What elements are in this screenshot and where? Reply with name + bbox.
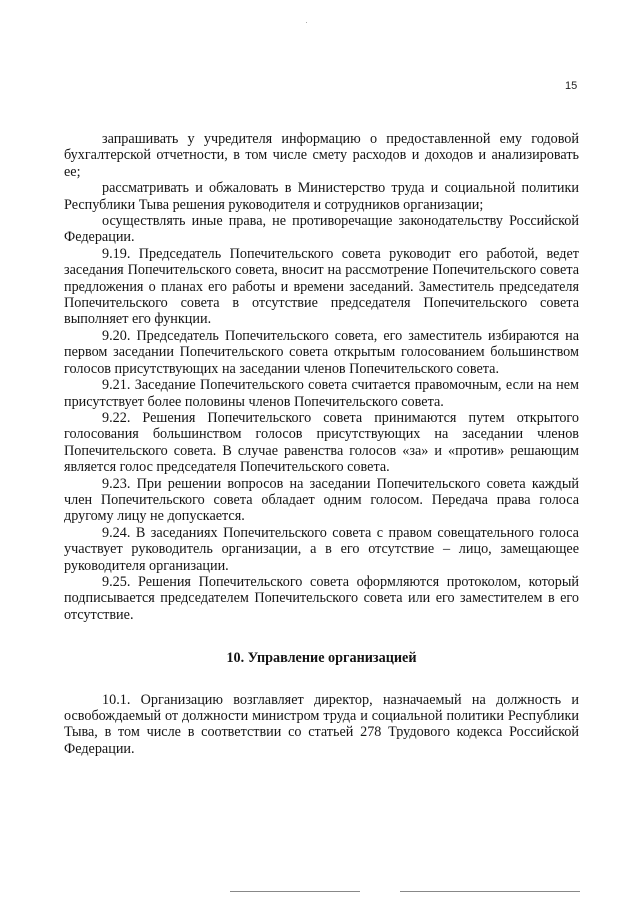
scan-speck — [306, 22, 307, 23]
paragraph-9-21: 9.21. Заседание Попечительского совета считается правомочным, если на нем присутствует более половины членов Попечительского совета. — [64, 377, 579, 410]
paragraph-9-24: 9.24. В заседаниях Попечительского совета с правом совещательного голоса участвует руководитель организации, а в его отсутствие – лицо, замещающее руководителя организации. — [64, 524, 579, 574]
paragraph-appeal-decisions: рассматривать и обжаловать в Министерство труда и социальной политики Республики Тыва решения руководителя и сотрудников организации; — [64, 180, 579, 213]
paragraph-9-25: 9.25. Решения Попечительского совета оформляются протоколом, который подписывается председателем Попечительского совета или его заместителем в его отсутствие. — [64, 573, 579, 623]
paragraph-request-information: запрашивать у учредителя информацию о предоставленной ему годовой бухгалтерской отчетности, в том числе смету расходов и доходов и анализировать ее; — [64, 131, 579, 180]
paragraph-other-rights: осуществлять иные права, не противоречащие законодательству Российской Федерации. — [64, 213, 579, 246]
paragraph-9-20: 9.20. Председатель Попечительского совета, его заместитель избираются на первом заседании Попечительского совета открытым голосованием большинством голосов присутствующих на заседании членов Попечительского совета. — [64, 327, 579, 377]
paragraph-9-23: 9.23. При решении вопросов на заседании Попечительского совета каждый член Попечительского совета обладает одним голосом. Передача права голоса другому лицу не допускается. — [64, 475, 579, 525]
document-body — [64, 131, 579, 757]
section-heading: 10. Управление организацией — [226, 650, 417, 667]
footer-rule-right — [400, 891, 580, 892]
page-number: 15 — [565, 80, 578, 92]
paragraph-10-1: 10.1. Организацию возглавляет директор, назначаемый на должность и освобождаемый от должности министром труда и социальной политики Республики Тыва, в том числе в соответствии со статьей 278 Трудового кодекса Российской Федерации. — [64, 691, 579, 757]
paragraph-9-22: 9.22. Решения Попечительского совета принимаются путем открытого голосования большинством голосов присутствующих на заседании членов Попечительского совета. В случае равенства голосов «за» и «против» решающим является голос председателя Попечительского совета. — [64, 409, 579, 476]
paragraph-9-19: 9.19. Председатель Попечительского совета руководит его работой, ведет заседания Попечительского совета, вносит на рассмотрение Попечительского совета предложения о планах его работы и времени заседаний. Заместитель председателя Попечительского совета в отсутствие председателя Попечительского совета выполняет его функции. — [64, 245, 579, 328]
footer-rule-left — [230, 891, 360, 892]
